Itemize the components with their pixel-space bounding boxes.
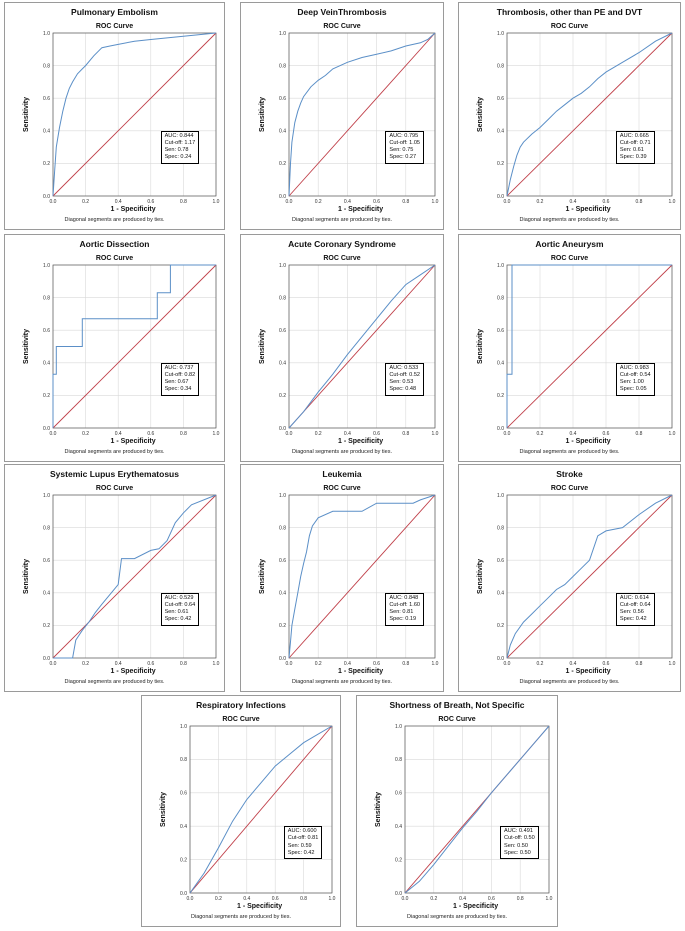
x-tick-label: 0.4 xyxy=(343,661,351,667)
stat-cutoff: Cut-off: 1.17 xyxy=(164,140,196,146)
stat-spec: Spec: 0.05 xyxy=(619,386,647,393)
x-axis-label: 1 - Specificity xyxy=(565,668,611,675)
x-tick-label: 0.2 xyxy=(82,199,90,205)
y-tick-label: 0.8 xyxy=(395,757,402,764)
x-tick-label: 1.0 xyxy=(212,661,220,667)
stat-cutoff: Cut-off: 0.81 xyxy=(287,835,319,842)
x-axis-label: 1 - Specificity xyxy=(338,668,384,675)
x-tick-label: 0.0 xyxy=(186,896,194,902)
y-tick-label: 0.0 xyxy=(497,655,504,662)
footnote: Diagonal segments are produced by ties. xyxy=(64,449,165,455)
y-tick-label: 1.0 xyxy=(180,723,187,730)
x-axis-label: 1 - Specificity xyxy=(338,438,384,445)
x-tick-label: 0.0 xyxy=(49,661,57,667)
x-tick-label: 0.6 xyxy=(373,199,381,205)
panel-deep-vein-thrombosis xyxy=(240,2,444,230)
footnote: Diagonal segments are produced by ties. xyxy=(292,217,392,223)
stat-cutoff: Cut-off: 0.82 xyxy=(164,372,196,378)
panel-stroke xyxy=(458,464,681,692)
x-tick-label: 1.0 xyxy=(668,431,676,437)
x-tick-label: 1.0 xyxy=(545,896,553,902)
chart-subtitle: ROC Curve xyxy=(550,23,589,30)
x-tick-label: 0.4 xyxy=(569,199,577,205)
roc-plot xyxy=(459,465,680,691)
chart-title: Respiratory Infections xyxy=(196,700,286,710)
roc-plot xyxy=(142,696,340,926)
x-tick-label: 0.0 xyxy=(285,661,293,667)
x-tick-label: 0.4 xyxy=(114,431,122,437)
x-tick-label: 1.0 xyxy=(328,896,336,902)
x-tick-label: 0.0 xyxy=(503,661,511,667)
footnote: Diagonal segments are produced by ties. xyxy=(292,679,392,685)
x-tick-label: 0.2 xyxy=(536,661,544,667)
x-tick-label: 0.2 xyxy=(314,661,322,667)
reference-line xyxy=(289,495,435,658)
chart-title: Stroke xyxy=(556,469,583,479)
chart-subtitle: ROC Curve xyxy=(95,255,134,262)
x-tick-label: 0.2 xyxy=(536,431,544,437)
x-axis-label: 1 - Specificity xyxy=(453,903,499,910)
x-tick-label: 0.2 xyxy=(314,199,322,205)
y-tick-label: 0.0 xyxy=(279,655,286,662)
y-tick-label: 1.0 xyxy=(395,723,402,730)
x-tick-label: 0.8 xyxy=(402,199,410,205)
chart-title: Aortic Dissection xyxy=(79,239,150,249)
y-tick-label: 0.6 xyxy=(43,96,50,102)
panel-systemic-lupus xyxy=(4,464,225,692)
stat-spec: Spec: 0.27 xyxy=(389,154,417,161)
x-axis-label: 1 - Specificity xyxy=(237,903,283,910)
x-tick-label: 0.8 xyxy=(179,431,187,437)
stat-auc: AUC: 0.737 xyxy=(164,364,194,371)
x-axis-label: 1 - Specificity xyxy=(565,206,611,213)
y-tick-label: 0.4 xyxy=(395,824,402,830)
y-tick-label: 0.6 xyxy=(279,96,286,102)
y-tick-label: 0.4 xyxy=(497,128,504,135)
stat-cutoff: Cut-off: 0.54 xyxy=(619,372,651,378)
stat-auc: AUC: 0.529 xyxy=(164,594,194,601)
x-tick-label: 0.0 xyxy=(285,431,293,437)
x-tick-label: 0.4 xyxy=(114,661,122,667)
x-tick-label: 0.4 xyxy=(459,896,467,902)
chart-subtitle: ROC Curve xyxy=(323,255,361,262)
stat-sen: Sen: 0.61 xyxy=(619,147,644,154)
y-tick-label: 0.0 xyxy=(395,890,402,897)
x-tick-label: 0.4 xyxy=(343,431,351,437)
reference-line xyxy=(190,726,332,893)
x-tick-label: 0.2 xyxy=(536,199,544,205)
chart-subtitle: ROC Curve xyxy=(323,485,361,492)
stat-sen: Sen: 0.81 xyxy=(389,609,414,616)
x-tick-label: 0.8 xyxy=(635,199,643,205)
stat-auc: AUC: 0.665 xyxy=(619,132,649,139)
x-tick-label: 0.0 xyxy=(503,199,511,205)
stat-auc: AUC: 0.614 xyxy=(619,594,649,601)
footnote: Diagonal segments are produced by ties. xyxy=(64,679,165,685)
y-tick-label: 0.6 xyxy=(279,328,286,334)
x-tick-label: 0.6 xyxy=(602,431,610,437)
x-tick-label: 0.0 xyxy=(285,199,293,205)
x-tick-label: 0.8 xyxy=(635,661,643,667)
stat-sen: Sen: 0.59 xyxy=(287,842,312,849)
stat-sen: Sen: 0.50 xyxy=(504,842,528,849)
y-tick-label: 0.8 xyxy=(43,295,50,302)
footnote: Diagonal segments are produced by ties. xyxy=(64,217,165,223)
x-tick-label: 0.6 xyxy=(487,896,495,902)
x-tick-label: 0.0 xyxy=(401,896,409,902)
stats-box xyxy=(161,363,200,396)
reference-line xyxy=(507,495,672,658)
chart-subtitle: ROC Curve xyxy=(95,23,134,30)
y-tick-label: 0.2 xyxy=(279,623,286,630)
reference-line xyxy=(53,33,216,196)
y-tick-label: 0.2 xyxy=(497,393,504,400)
stat-sen: Sen: 0.67 xyxy=(164,379,189,386)
footnote: Diagonal segments are produced by ties. xyxy=(519,217,620,223)
x-tick-label: 0.8 xyxy=(516,896,524,902)
y-tick-label: 0.0 xyxy=(43,193,50,200)
x-tick-label: 0.4 xyxy=(569,661,577,667)
y-tick-label: 1.0 xyxy=(43,30,50,37)
chart-title: Systemic Lupus Erythematosus xyxy=(50,469,179,479)
stat-cutoff: Cut-off: 0.64 xyxy=(164,602,196,608)
y-tick-label: 0.8 xyxy=(497,63,504,70)
y-tick-label: 0.4 xyxy=(279,128,286,135)
stat-auc: AUC: 0.600 xyxy=(287,828,317,835)
chart-title: Shortness of Breath, Not Specific xyxy=(389,700,525,710)
stats-box xyxy=(500,826,539,859)
y-tick-label: 0.0 xyxy=(43,425,50,432)
x-tick-label: 0.6 xyxy=(602,661,610,667)
y-tick-label: 1.0 xyxy=(43,262,50,269)
stat-cutoff: Cut-off: 1.05 xyxy=(389,140,421,146)
x-tick-label: 0.4 xyxy=(343,199,351,205)
stat-spec: Spec: 0.24 xyxy=(164,154,192,161)
y-tick-label: 0.2 xyxy=(497,161,504,168)
y-tick-label: 0.8 xyxy=(180,757,187,764)
y-tick-label: 0.6 xyxy=(180,790,187,797)
x-tick-label: 0.6 xyxy=(373,661,381,667)
stat-spec: Spec: 0.50 xyxy=(504,849,531,856)
x-tick-label: 0.2 xyxy=(214,896,222,902)
footnote: Diagonal segments are produced by ties. xyxy=(407,914,507,920)
panel-aortic-aneurysm xyxy=(458,234,681,462)
chart-subtitle: ROC Curve xyxy=(550,255,589,262)
y-tick-label: 1.0 xyxy=(497,262,504,269)
stats-box xyxy=(284,826,323,859)
y-tick-label: 1.0 xyxy=(43,492,50,499)
stats-box xyxy=(385,593,424,626)
x-tick-label: 0.8 xyxy=(402,661,410,667)
stat-cutoff: Cut-off: 0.71 xyxy=(619,140,651,146)
x-tick-label: 0.6 xyxy=(373,431,381,437)
y-tick-label: 0.2 xyxy=(43,393,50,400)
x-tick-label: 1.0 xyxy=(212,199,220,205)
y-tick-label: 0.4 xyxy=(43,590,50,597)
stats-box xyxy=(616,363,655,396)
stat-auc: AUC: 0.491 xyxy=(504,828,533,835)
y-axis-label: Sensitivity xyxy=(23,558,31,594)
y-tick-label: 0.4 xyxy=(497,590,504,597)
reference-line xyxy=(53,495,216,658)
chart-subtitle: ROC Curve xyxy=(95,485,134,492)
x-tick-label: 0.8 xyxy=(635,431,643,437)
y-tick-label: 0.6 xyxy=(395,790,402,797)
stat-spec: Spec: 0.42 xyxy=(164,616,192,623)
y-axis-label: Sensitivity xyxy=(160,791,168,827)
footnote: Diagonal segments are produced by ties. xyxy=(292,449,392,455)
x-axis-label: 1 - Specificity xyxy=(565,438,611,445)
x-tick-label: 0.0 xyxy=(49,431,57,437)
stats-box xyxy=(616,593,655,626)
roc-plot xyxy=(5,465,224,691)
panel-pulmonary-embolism xyxy=(4,2,225,230)
stat-spec: Spec: 0.42 xyxy=(619,616,647,623)
x-tick-label: 0.6 xyxy=(602,199,610,205)
y-tick-label: 0.6 xyxy=(497,96,504,102)
x-tick-label: 0.8 xyxy=(402,431,410,437)
x-tick-label: 0.6 xyxy=(147,199,155,205)
x-tick-label: 0.6 xyxy=(147,661,155,667)
y-tick-label: 0.2 xyxy=(180,857,187,864)
stats-box xyxy=(161,131,200,164)
x-tick-label: 0.2 xyxy=(82,661,90,667)
x-axis-label: 1 - Specificity xyxy=(110,438,156,445)
stat-spec: Spec: 0.19 xyxy=(389,616,417,623)
x-tick-label: 0.8 xyxy=(300,896,308,902)
footnote: Diagonal segments are produced by ties. xyxy=(519,449,620,455)
y-tick-label: 0.2 xyxy=(279,393,286,400)
x-tick-label: 1.0 xyxy=(668,661,676,667)
stat-sen: Sen: 0.61 xyxy=(164,609,189,616)
roc-plot xyxy=(5,3,224,229)
stat-spec: Spec: 0.39 xyxy=(619,154,647,161)
x-tick-label: 0.8 xyxy=(179,661,187,667)
stat-auc: AUC: 0.848 xyxy=(389,594,419,601)
x-tick-label: 0.2 xyxy=(314,431,322,437)
x-tick-label: 0.6 xyxy=(147,431,155,437)
roc-plot xyxy=(241,465,443,691)
y-tick-label: 0.8 xyxy=(497,295,504,302)
stat-cutoff: Cut-off: 0.64 xyxy=(619,602,651,608)
chart-subtitle: ROC Curve xyxy=(550,485,589,492)
stat-spec: Spec: 0.34 xyxy=(164,386,192,393)
y-axis-label: Sensitivity xyxy=(477,558,485,594)
y-tick-label: 0.8 xyxy=(279,63,286,70)
y-axis-label: Sensitivity xyxy=(23,328,31,364)
x-axis-label: 1 - Specificity xyxy=(110,206,156,213)
y-tick-label: 0.8 xyxy=(43,525,50,532)
y-tick-label: 0.6 xyxy=(497,328,504,334)
roc-plot xyxy=(357,696,557,926)
panel-acute-coronary-syndrome xyxy=(240,234,444,462)
chart-subtitle: ROC Curve xyxy=(438,716,476,723)
stats-box xyxy=(161,593,200,626)
chart-title: Pulmonary Embolism xyxy=(71,7,158,17)
x-tick-label: 0.6 xyxy=(271,896,279,902)
x-tick-label: 0.8 xyxy=(179,199,187,205)
roc-plot xyxy=(5,235,224,461)
x-tick-label: 1.0 xyxy=(212,431,220,437)
y-tick-label: 0.4 xyxy=(180,824,187,830)
y-tick-label: 0.8 xyxy=(279,525,286,532)
y-tick-label: 0.6 xyxy=(43,328,50,334)
stat-sen: Sen: 0.75 xyxy=(389,147,414,154)
stat-auc: AUC: 0.795 xyxy=(389,132,419,139)
y-tick-label: 0.0 xyxy=(180,890,187,897)
x-tick-label: 0.0 xyxy=(49,199,57,205)
panel-shortness-of-breath xyxy=(356,695,558,927)
y-axis-label: Sensitivity xyxy=(477,328,485,364)
y-tick-label: 1.0 xyxy=(279,492,286,499)
y-tick-label: 0.2 xyxy=(279,161,286,168)
stats-box xyxy=(385,363,424,396)
x-axis-label: 1 - Specificity xyxy=(110,668,156,675)
stat-spec: Spec: 0.42 xyxy=(287,849,315,856)
y-axis-label: Sensitivity xyxy=(259,328,267,364)
y-tick-label: 0.2 xyxy=(43,161,50,168)
roc-plot xyxy=(459,3,680,229)
roc-plot xyxy=(241,235,443,461)
panel-aortic-dissection xyxy=(4,234,225,462)
panel-leukemia xyxy=(240,464,444,692)
y-tick-label: 0.6 xyxy=(43,558,50,564)
y-tick-label: 0.8 xyxy=(43,63,50,70)
chart-title: Aortic Aneurysm xyxy=(535,239,604,249)
stat-auc: AUC: 0.844 xyxy=(164,132,194,139)
y-tick-label: 0.8 xyxy=(279,295,286,302)
reference-line xyxy=(289,265,435,428)
stat-sen: Sen: 1.00 xyxy=(619,379,644,386)
x-tick-label: 1.0 xyxy=(431,661,439,667)
stat-auc: AUC: 0.983 xyxy=(619,364,649,371)
reference-line xyxy=(507,33,672,196)
footnote: Diagonal segments are produced by ties. xyxy=(519,679,620,685)
x-tick-label: 1.0 xyxy=(668,199,676,205)
x-tick-label: 1.0 xyxy=(431,431,439,437)
stat-sen: Sen: 0.56 xyxy=(619,609,644,616)
y-tick-label: 0.0 xyxy=(279,193,286,200)
y-tick-label: 0.4 xyxy=(279,360,286,367)
stat-spec: Spec: 0.48 xyxy=(389,386,417,393)
y-axis-label: Sensitivity xyxy=(477,96,485,132)
x-tick-label: 0.0 xyxy=(503,431,511,437)
stat-cutoff: Cut-off: 1.60 xyxy=(389,602,421,608)
y-tick-label: 1.0 xyxy=(497,30,504,37)
y-tick-label: 0.0 xyxy=(497,425,504,432)
y-axis-label: Sensitivity xyxy=(375,791,383,827)
y-tick-label: 0.4 xyxy=(43,128,50,135)
y-tick-label: 0.2 xyxy=(395,857,402,864)
y-tick-label: 1.0 xyxy=(497,492,504,499)
y-tick-label: 0.6 xyxy=(279,558,286,564)
y-tick-label: 0.4 xyxy=(43,360,50,367)
y-tick-label: 0.2 xyxy=(497,623,504,630)
chart-subtitle: ROC Curve xyxy=(323,23,361,30)
stats-box xyxy=(616,131,655,164)
stat-auc: AUC: 0.533 xyxy=(389,364,419,371)
roc-plot xyxy=(459,235,680,461)
x-tick-label: 0.4 xyxy=(243,896,251,902)
stats-box xyxy=(385,131,424,164)
y-axis-label: Sensitivity xyxy=(23,96,31,132)
x-tick-label: 1.0 xyxy=(431,199,439,205)
roc-plot xyxy=(241,3,443,229)
y-tick-label: 1.0 xyxy=(279,30,286,37)
y-tick-label: 1.0 xyxy=(279,262,286,269)
stat-sen: Sen: 0.78 xyxy=(164,147,189,154)
chart-title: Leukemia xyxy=(322,469,362,479)
chart-title: Thrombosis, other than PE and DVT xyxy=(496,7,643,17)
y-axis-label: Sensitivity xyxy=(259,558,267,594)
chart-title: Deep VeinThrombosis xyxy=(297,7,387,17)
panel-respiratory-infections xyxy=(141,695,341,927)
panel-thrombosis-other xyxy=(458,2,681,230)
chart-title: Acute Coronary Syndrome xyxy=(288,239,396,249)
stat-cutoff: Cut-off: 0.50 xyxy=(504,835,535,842)
x-tick-label: 0.2 xyxy=(430,896,438,902)
x-tick-label: 0.2 xyxy=(82,431,90,437)
stat-cutoff: Cut-off: 0.52 xyxy=(389,372,421,378)
y-tick-label: 0.0 xyxy=(43,655,50,662)
y-tick-label: 0.6 xyxy=(497,558,504,564)
y-tick-label: 0.2 xyxy=(43,623,50,630)
footnote: Diagonal segments are produced by ties. xyxy=(191,914,291,920)
x-tick-label: 0.4 xyxy=(114,199,122,205)
y-tick-label: 0.0 xyxy=(497,193,504,200)
x-tick-label: 0.4 xyxy=(569,431,577,437)
y-axis-label: Sensitivity xyxy=(259,96,267,132)
chart-subtitle: ROC Curve xyxy=(222,716,260,723)
y-tick-label: 0.0 xyxy=(279,425,286,432)
y-tick-label: 0.8 xyxy=(497,525,504,532)
y-tick-label: 0.4 xyxy=(497,360,504,367)
x-axis-label: 1 - Specificity xyxy=(338,206,384,213)
y-tick-label: 0.4 xyxy=(279,590,286,597)
reference-line xyxy=(507,265,672,428)
stat-sen: Sen: 0.53 xyxy=(389,379,414,386)
